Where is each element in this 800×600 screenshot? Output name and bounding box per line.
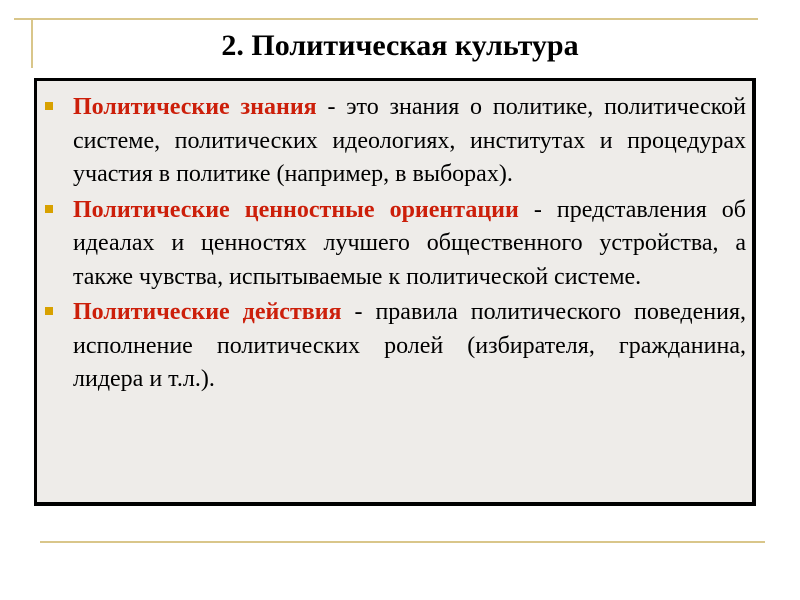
- square-bullet-icon: [45, 205, 53, 213]
- bullet-text: - правила политического поведения, исполнение политических ролей (избирателя, гражданина, лидера и т.л.).: [73, 299, 746, 392]
- content-box: [34, 78, 756, 506]
- bullet-item-value-orientations: [37, 194, 752, 295]
- bullet-text: - это знания о политике, политической системе, политических идеологиях, институтах и процедурах участия в политике (например, в выборах).: [73, 94, 747, 187]
- bullet-item-actions: [37, 296, 752, 397]
- top-divider-line: [14, 18, 758, 20]
- bottom-divider-line: [40, 541, 765, 543]
- bullet-list: [37, 91, 752, 399]
- slide-title: 2. Политическая культура: [221, 29, 579, 62]
- square-bullet-icon: [45, 307, 53, 315]
- bullet-term: Политические действия: [73, 299, 342, 325]
- bullet-text: - представления об идеалах и ценностях лучшего общественного устройства, а также чувства, испытываемые к политической системе.: [73, 196, 746, 290]
- square-bullet-icon: [45, 102, 53, 110]
- bullet-term: Политические знания: [73, 94, 317, 120]
- bullet-term: Политические ценностные ориентации: [73, 196, 519, 223]
- bullet-item-knowledge: [37, 91, 752, 192]
